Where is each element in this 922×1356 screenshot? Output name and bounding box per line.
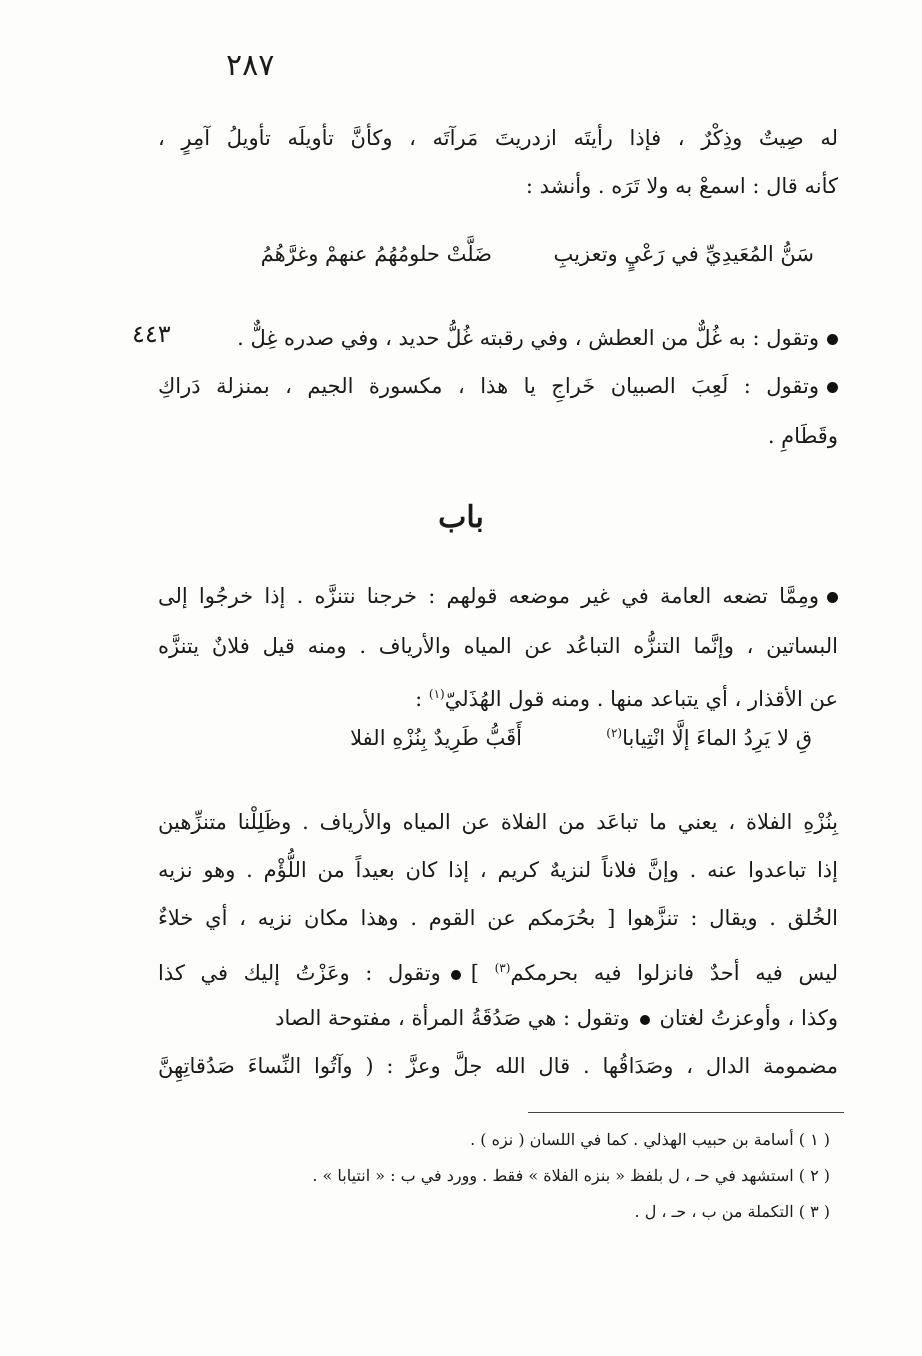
text-segment: وتقول : هي صَدُقَةُ المرأة ، مفتوحة الصاد	[275, 1006, 630, 1030]
verse	[0, 242, 922, 276]
text-line: إذا تباعدوا عنه . وإنَّ فلاناً لنزيهٌ كريم ، إذا كان بعيداً من اللُّؤْم . وهو نزيه	[158, 858, 838, 882]
verse-hemistich-left: أَقَبُّ طَرِيدٌ بِنُزْهِ الفلا	[350, 726, 522, 750]
footnote-ref: (٢)	[606, 726, 623, 740]
text-segment: ]	[470, 961, 495, 985]
verse	[0, 726, 922, 760]
bullet-icon	[827, 592, 838, 603]
bullet-icon	[640, 1015, 650, 1025]
bullet-text: ومِمَّا تضعه العامة في غير موضعه قولهم : خرجنا نتنزَّه . إذا خرجُوا إلى	[158, 584, 819, 608]
footnote-ref: (١)	[428, 687, 445, 701]
text-line: له صِيتٌ وذِكْرٌ ، فإذا رأيتَه ازدريتَ مَرآتَه ، وكأنَّ تأويلَه تأويلُ آمِرٍ ،	[158, 126, 838, 150]
bullet-item	[158, 580, 838, 612]
verse-hemistich-right: سَنُّ المُعَيدِيِّ في رَعْيٍ وتعزيبِ	[553, 242, 814, 266]
text-line	[158, 1002, 838, 1034]
text-line	[415, 678, 838, 715]
footnote: ( ٢ ) استشهد في حـ ، ل بلفظ « بنزه الفلاة » فقط . وورد في ب : « انتيابا » .	[312, 1166, 830, 1185]
footnote: ( ١ ) أسامة بن حبيب الهذلي . كما في اللسان ( نزه ) .	[470, 1130, 830, 1149]
text-line: مضمومة الدال ، وصَدَاقُها . قال الله جلَّ وعزَّ : ( وآتُوا النِّساءَ صَدُقاتِهِنَّ	[158, 1054, 838, 1078]
footnote: ( ٣ ) التكملة من ب ، حـ ، ل .	[634, 1202, 830, 1221]
bullet-icon	[451, 970, 461, 980]
text-line	[158, 952, 838, 989]
bullet-item	[237, 322, 838, 354]
text-line: الخُلق . ويقال : تنزَّهوا [ بحُرَمكم عن القوم . وهذا مكان نزيه ، أي خلاءٌ	[158, 906, 838, 930]
page-number: ٢٨٧	[226, 48, 275, 83]
verse-hemistich-right	[606, 726, 812, 750]
section-heading: باب	[438, 500, 484, 535]
bullet-icon	[827, 382, 838, 393]
text-segment: وكذا ، وأوعزتُ لغتان	[659, 1006, 838, 1030]
bullet-icon	[827, 334, 838, 345]
text-segment: وتقول : وعَزْتُ إليك في كذا	[158, 961, 441, 985]
text-line: البساتين ، وإنَّما التنزُّه التباعُد عن المياه والأرياف . ومنه قيل فلانٌ يتنزَّه	[158, 634, 838, 658]
footnote-ref: (٣)	[494, 961, 511, 975]
bullet-item	[158, 370, 838, 402]
text-line: بِنُزْهِ الفلاة ، يعني ما تباعَد من الفلاة عن المياه والأرياف . وظَلِلْنا متنزِّهين	[158, 810, 838, 834]
bullet-text: وتقول : به غُلٌّ من العطش ، وفي رقبته غُلُّ حديد ، وفي صدره غِلٌّ .	[237, 326, 819, 350]
text-line: وقَطَامِ .	[767, 424, 838, 448]
bullet-text: وتقول : لَعِبَ الصبيان خَراجِ يا هذا ، مكسورة الجيم ، بمنزلة دَراكِ	[158, 374, 819, 398]
text-segment: :	[415, 687, 429, 711]
text-segment: عن الأقذار ، أي يتباعد منها . ومنه قول الهُذَليّ	[444, 687, 838, 711]
text-segment: ليس فيه أحدٌ فانزلوا فيه بحرمكم	[510, 961, 838, 985]
verse-hemistich-left: ضَلَّتْ حلومُهُمُ عنهمْ وغرَّهُمُ	[260, 242, 492, 266]
text-line: كأنه قال : اسمعْ به ولا تَرَه . وأنشد :	[525, 174, 838, 198]
footnote-divider	[528, 1112, 844, 1113]
margin-number: ٤٤٣	[132, 320, 171, 348]
verse-text: قِ لا يَرِدُ الماءَ إلَّا انْتِيابا	[622, 726, 812, 750]
